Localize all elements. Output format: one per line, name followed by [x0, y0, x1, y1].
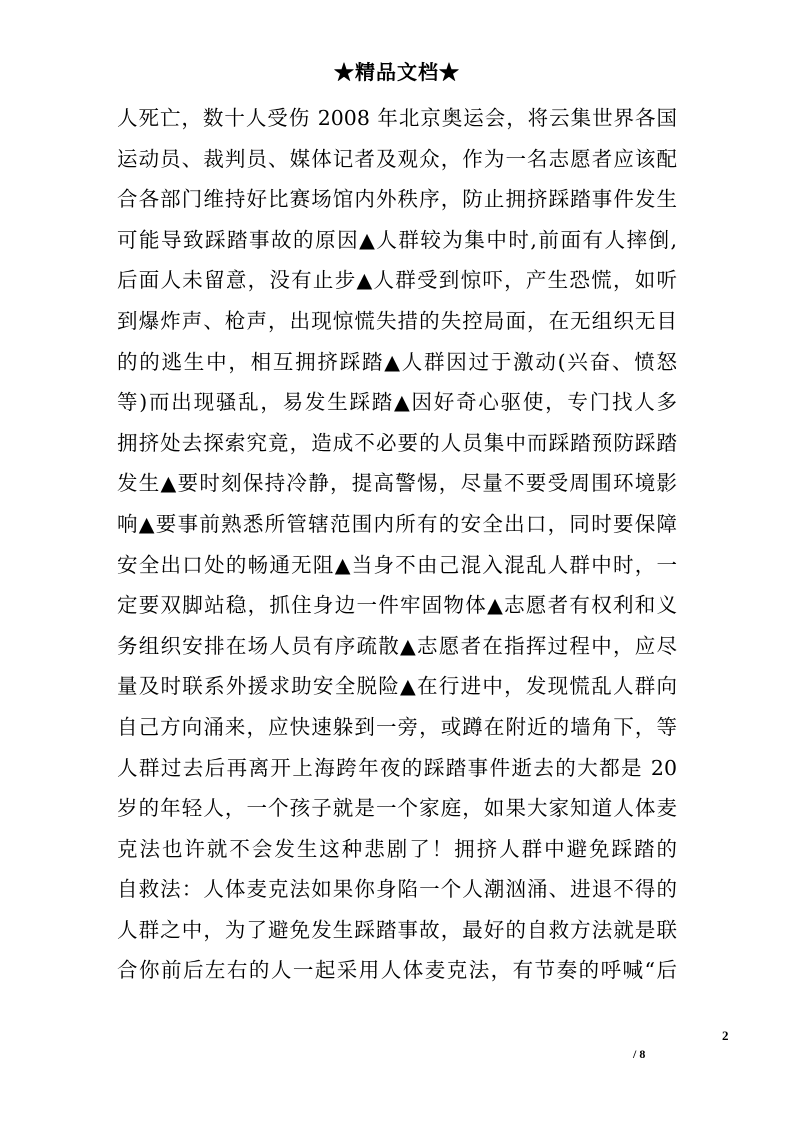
- text-line: 到爆炸声、枪声，出现惊慌失措的失控局面，在无组织无目: [117, 308, 677, 333]
- page-total: / 8: [633, 1047, 646, 1061]
- text-line: 岁的年轻人，一个孩子就是一个家庭，如果大家知道人体麦: [117, 796, 677, 821]
- text-line: 合你前后左右的人一起采用人体麦克法，有节奏的呼喊“后: [117, 958, 677, 983]
- text-line: 人群过去后再离开上海跨年夜的踩踏事件逝去的大都是 20: [117, 755, 677, 780]
- text-line: 可能导致踩踏事故的原因▲人群较为集中时,前面有人摔倒,: [117, 227, 677, 252]
- text-line: 运动员、裁判员、媒体记者及观众，作为一名志愿者应该配: [117, 146, 677, 171]
- page-number: 2: [722, 1028, 729, 1043]
- text-line: 定要双脚站稳，抓住身边一件牢固物体▲志愿者有权利和义: [117, 593, 677, 618]
- text-line: 等)而出现骚乱，易发生踩踏▲因好奇心驱使，专门找人多: [117, 390, 677, 415]
- text-line: 响▲要事前熟悉所管辖范围内所有的安全出口，同时要保障: [117, 511, 677, 536]
- text-line: 自己方向涌来，应快速躲到一旁，或蹲在附近的墙角下，等: [117, 714, 677, 739]
- page-header-title: ★精品文档★: [334, 60, 460, 84]
- text-line: 量及时联系外援求助安全脱险▲在行进中，发现慌乱人群向: [117, 674, 677, 699]
- text-line: 务组织安排在场人员有序疏散▲志愿者在指挥过程中，应尽: [117, 633, 677, 658]
- text-line: 后面人未留意，没有止步▲人群受到惊吓，产生恐慌，如听: [117, 268, 677, 293]
- text-line: 合各部门维持好比赛场馆内外秩序，防止拥挤踩踏事件发生: [117, 187, 677, 212]
- text-line: 克法也许就不会发生这种悲剧了！拥挤人群中避免踩踏的: [117, 836, 677, 861]
- text-line: 安全出口处的畅通无阻▲当身不由己混入混乱人群中时，一: [117, 552, 677, 577]
- text-line: 发生▲要时刻保持冷静，提高警惕，尽量不要受周围环境影: [117, 471, 677, 496]
- document-body: [117, 98, 677, 991]
- text-line: 的的逃生中，相互拥挤踩踏▲人群因过于激动(兴奋、愤怒: [117, 349, 677, 374]
- text-line: 人死亡，数十人受伤 2008 年北京奥运会，将云集世界各国: [117, 106, 677, 130]
- text-line: 拥挤处去探索究竟，造成不必要的人员集中而踩踏预防踩踏: [117, 430, 677, 455]
- text-line: 人群之中，为了避免发生踩踏事故，最好的自救方法就是联: [117, 917, 677, 942]
- text-line: 自救法：人体麦克法如果你身陷一个人潮汹涌、进退不得的: [117, 877, 677, 902]
